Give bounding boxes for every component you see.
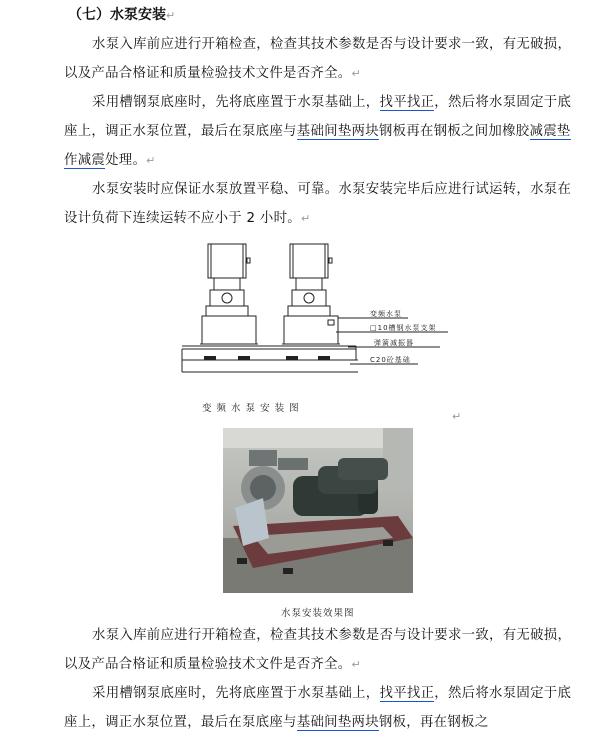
underlined-term: 基础间垫两块 (296, 715, 379, 730)
paragraph-base-install-repeat: 采用槽钢泵底座时，先将底座置于水泵基础上，找平找正，然后将水泵固定于底座上，调正水泵位置，最后在泵底座与基础间垫两块钢板，再在钢板之 (64, 686, 572, 730)
underlined-term: 找平找正 (379, 686, 435, 701)
pump-motor (208, 244, 246, 278)
diagram-label-foundation: C20砼基础 (370, 356, 411, 364)
paragraph-inspection-repeat: 水泵入库前应进行开箱检查，检查其技术参数是否与设计要求一致，有无破损，以及产品合格证和质量检验技术文件是否齐全。↵ (64, 628, 572, 672)
underlined-term: 减震垫作减震 (64, 124, 571, 168)
diagram-label-isolator: 弹簧减振器 (374, 339, 414, 347)
underlined-term: 基础间垫两块 (296, 124, 379, 139)
paragraph-base-install: 采用槽钢泵底座时，先将底座置于水泵基础上，找平找正，然后将水泵固定于底座上，调正水泵位置，最后在泵底座与基础间垫两块钢板再在钢板之间加橡胶减震垫作减震处理。↵ (64, 95, 572, 168)
section-heading: （七）水泵安装↵ (68, 7, 176, 23)
paragraph-trial-run: 水泵安装时应保证水泵放置平稳、可靠。水泵安装完毕后应进行试运转，水泵在设计负荷下连续运转不应小于 2 小时。↵ (64, 182, 572, 226)
photo-caption: 水泵安装效果图 (281, 608, 355, 619)
diagram-label-bracket: □10槽钢水泵支架 (370, 324, 437, 332)
pump-motor (290, 244, 328, 278)
diagram-caption: 变 频 水 泵 安 装 图 (202, 403, 300, 414)
pump-installation-photo (223, 428, 413, 593)
pump-installation-diagram (178, 238, 468, 378)
diagram-label-pump: 变频水泵 (370, 310, 402, 318)
paragraph-inspection: 水泵入库前应进行开箱检查，检查其技术参数是否与设计要求一致，有无破损，以及产品合格证和质量检验技术文件是否齐全。↵ (64, 37, 572, 81)
underlined-term: 找平找正 (379, 95, 435, 110)
